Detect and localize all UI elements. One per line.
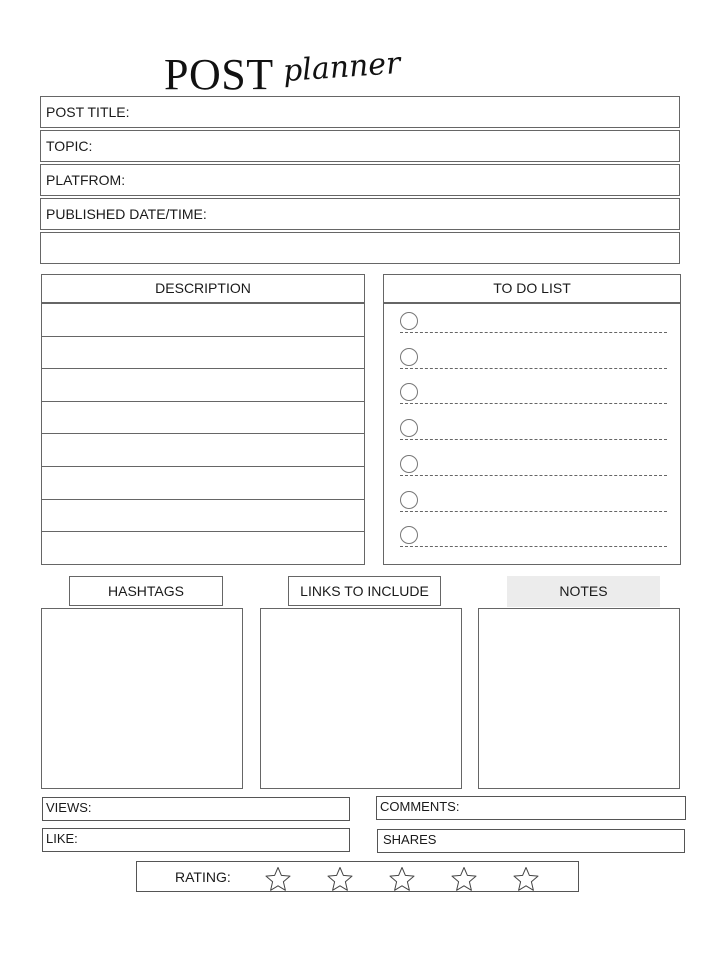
- todo-item[interactable]: [400, 419, 667, 455]
- description-line[interactable]: [42, 401, 364, 434]
- description-line[interactable]: [42, 303, 364, 336]
- links-title: LINKS TO INCLUDE: [300, 583, 429, 599]
- circle-checkbox-icon[interactable]: [400, 312, 418, 330]
- topic-label: TOPIC:: [46, 138, 93, 154]
- published-date-label: PUBLISHED DATE/TIME:: [46, 206, 207, 222]
- notes-box[interactable]: [478, 608, 680, 789]
- like-label: LIKE:: [46, 831, 78, 846]
- description-lines[interactable]: [41, 303, 365, 565]
- star-outline-icon[interactable]: [327, 866, 353, 892]
- rating-label: RATING:: [175, 869, 231, 885]
- hashtags-header: [69, 576, 223, 606]
- description-line[interactable]: [42, 466, 364, 499]
- description-title: DESCRIPTION: [155, 280, 251, 296]
- links-box[interactable]: [260, 608, 462, 789]
- todo-item[interactable]: [400, 491, 667, 527]
- todo-title: TO DO LIST: [493, 280, 571, 296]
- circle-checkbox-icon[interactable]: [400, 526, 418, 544]
- circle-checkbox-icon[interactable]: [400, 455, 418, 473]
- shares-field[interactable]: [377, 829, 685, 853]
- description-line[interactable]: [42, 336, 364, 369]
- circle-checkbox-icon[interactable]: [400, 348, 418, 366]
- rating-bar: [136, 861, 579, 892]
- description-line[interactable]: [42, 499, 364, 532]
- todo-item[interactable]: [400, 312, 667, 348]
- star-outline-icon[interactable]: [389, 866, 415, 892]
- platform-label: PLATFROM:: [46, 172, 126, 188]
- notes-title: NOTES: [559, 583, 608, 599]
- page-title-script: planner: [281, 45, 402, 90]
- post-title-field[interactable]: [40, 96, 680, 128]
- published-date-field[interactable]: [40, 198, 680, 230]
- notes-header: [507, 576, 660, 607]
- circle-checkbox-icon[interactable]: [400, 491, 418, 509]
- todo-line: [400, 546, 667, 547]
- comments-field[interactable]: [376, 796, 686, 820]
- page-title: POST: [164, 50, 274, 99]
- views-field[interactable]: [42, 797, 350, 821]
- todo-line: [400, 403, 667, 404]
- todo-item[interactable]: [400, 526, 667, 562]
- todo-item[interactable]: [400, 383, 667, 419]
- todo-line: [400, 332, 667, 333]
- circle-checkbox-icon[interactable]: [400, 419, 418, 437]
- todo-line: [400, 439, 667, 440]
- todo-line: [400, 475, 667, 476]
- topic-field[interactable]: [40, 130, 680, 162]
- links-header: [288, 576, 441, 606]
- hashtags-box[interactable]: [41, 608, 243, 789]
- todo-item[interactable]: [400, 348, 667, 384]
- extra-field[interactable]: [40, 232, 680, 264]
- platform-field[interactable]: [40, 164, 680, 196]
- description-line[interactable]: [42, 531, 364, 564]
- circle-checkbox-icon[interactable]: [400, 383, 418, 401]
- description-header: [41, 274, 365, 303]
- star-outline-icon[interactable]: [513, 866, 539, 892]
- todo-line: [400, 511, 667, 512]
- star-outline-icon[interactable]: [265, 866, 291, 892]
- like-field[interactable]: [42, 828, 350, 852]
- todo-line: [400, 368, 667, 369]
- hashtags-title: HASHTAGS: [108, 583, 184, 599]
- description-line[interactable]: [42, 368, 364, 401]
- views-label: VIEWS:: [46, 800, 92, 815]
- todo-list: [383, 303, 681, 565]
- post-title-label: POST TITLE:: [46, 104, 130, 120]
- todo-item[interactable]: [400, 455, 667, 491]
- description-line[interactable]: [42, 433, 364, 466]
- comments-label: COMMENTS:: [380, 799, 460, 814]
- todo-header: [383, 274, 681, 303]
- star-outline-icon[interactable]: [451, 866, 477, 892]
- shares-label: SHARES: [383, 832, 437, 847]
